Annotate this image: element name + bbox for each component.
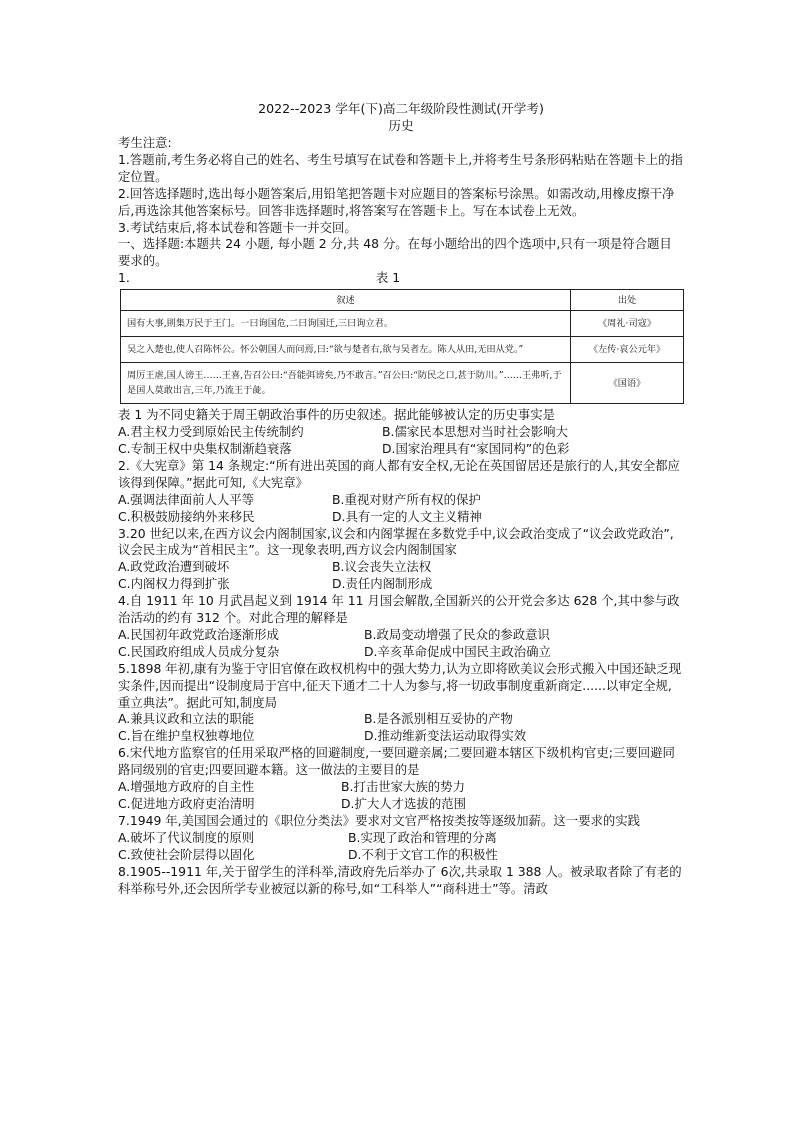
options-row: [118, 441, 684, 458]
option-b: B.重视对财产所有权的保护: [332, 491, 481, 507]
table-cell-source: 《左传·哀公元年》: [571, 337, 684, 363]
options-row: [118, 492, 684, 509]
option-a: A.增强地方政府的自主性: [118, 779, 255, 795]
option-a: A.民国初年政党政治逐渐形成: [118, 626, 279, 642]
option-d: D.推动维新变法运动取得实效: [364, 728, 527, 744]
notice-heading: 考生注意:: [118, 135, 172, 150]
option-d: D.辛亥革命促成中国民主政治确立: [364, 643, 551, 659]
option-a: A.君主权力受到原始民主传统制约: [118, 424, 304, 440]
exam-title: 2022--2023 学年(下)高二年级阶段性测试(开学考): [258, 101, 544, 116]
options-row: [118, 830, 684, 847]
options-row: [118, 847, 684, 864]
option-b: B.政局变动增强了民众的参政意识: [364, 626, 550, 642]
option-c: C.旨在维护皇权独尊地位: [118, 728, 255, 744]
question-stem: 3.20 世纪以来,在西方议会内阁制国家,议会和内阁掌握在多数党手中,议会政治变成了“议会政党政治”,议会民主成为“首相民主”。这一现象表明,西方议会内阁制国家: [118, 525, 674, 558]
option-c: C.积极鼓励接纳外来移民: [118, 508, 255, 524]
header-source: 出处: [571, 290, 684, 311]
option-d: D.不利于文官工作的积极性: [348, 846, 498, 862]
notice-item: 1.答题前,考生务必将自己的姓名、考生号填写在试卷和答题卡上,并将考生号条形码粘贴在答题卡上的指定位置。: [118, 151, 683, 184]
option-c: C.民国政府组成人员成分复杂: [118, 643, 280, 659]
options-row: [118, 509, 684, 526]
option-b: B.是各派别相互妥协的产物: [364, 711, 513, 727]
question-stem: 7.1949 年,美国国会通过的《职位分类法》要求对文官严格按类按等逐级加薪。这一要求的实践: [118, 812, 641, 828]
source-table: [120, 289, 684, 404]
question-stem: 4.自 1911 年 10 月武昌起义到 1914 年 11 月国会解散,全国新兴的公开党会多达 628 个,其中参与政治活动的约有 312 个。对此合理的解释是: [118, 593, 680, 626]
section-heading: 一、选择题:本题共 24 小题, 每小题 2 分,共 48 分。在每小题给出的四个选项中,只有一项是符合题目要求的。: [118, 236, 672, 269]
option-d: D.扩大人才选拔的范围: [341, 796, 466, 811]
table-cell-source: 《国语》: [571, 363, 684, 404]
question-number: 1.: [118, 270, 130, 286]
question-stem: 表 1 为不同史籍关于周王朝政治事件的历史叙述。据此能够被认定的历史事实是: [118, 407, 556, 423]
options-row: [118, 576, 684, 593]
table-caption: 表 1: [375, 270, 401, 286]
table-row: [121, 311, 684, 337]
option-b: B.儒家民本思想对当时社会影响大: [382, 424, 568, 440]
option-a: A.政党政治遭到破坏: [118, 559, 230, 575]
option-c: C.促进地方政府吏治清明: [118, 796, 255, 811]
option-d: D.责任内阁制形成: [332, 576, 433, 592]
question-stem: 6.宋代地方监察官的任用采取严格的回避制度,一要回避亲属;二要回避本辖区下级机构官吏;三要回避同路同级别的官吏;四要回避本籍。这一做法的主要目的是: [118, 745, 675, 778]
question-stem: 2.《大宪章》第 14 条规定:“所有进出英国的商人都有安全权,无论在英国留居还是旅行的人,其安全都应该得到保障。”据此可知,《大宪章》: [118, 457, 680, 490]
notice-item: 3.考试结束后,将本试卷和答题卡一并交回。: [118, 219, 357, 235]
options-row: [118, 424, 684, 441]
table-cell-text: 国有大事,則集万民于王门。一曰询国危,二曰询国迁,三曰询立君。: [121, 311, 571, 337]
options-row: [118, 779, 684, 796]
option-b: B.打击世家大族的势力: [341, 779, 465, 795]
options-row: [118, 796, 684, 813]
table-header-row: [121, 290, 684, 311]
option-a: A.兼具议政和立法的职能: [118, 711, 255, 727]
options-row: [118, 728, 684, 745]
option-b: B.实现了政治和管理的分离: [348, 829, 497, 845]
table-cell-text: 周厉王虐,国人谤王……王喜,告召公曰:“吾能弭谤矣,乃不敢言。”召公曰:“防民之口,甚于防川。”……王弗听,于是国人莫敢出言,三年,乃流王于彘。: [121, 363, 571, 404]
option-a: A.强调法律面前人人平等: [118, 491, 255, 507]
table-caption-row: [118, 270, 684, 287]
notice-item: 2.回答选择题时,选出每小题答案后,用铅笔把答题卡对应题目的答案标号涂黑。如需改动,用橡皮擦干净后,再选涂其他答案标号。回答非选择题时,将答案写在答题卡上。写在本试卷上无效。: [118, 185, 675, 218]
table-cell-text: 吴之入楚也,使人召陈怀公。怀公朝国人而问焉,曰:“欲与楚者右,欲与吴者左。陈人从田,无田从党。”: [121, 337, 571, 363]
option-d: D.具有一定的人文主义精神: [332, 508, 482, 524]
option-c: C.致使社会阶层得以固化: [118, 846, 255, 862]
options-row: [118, 627, 684, 644]
options-row: [118, 559, 684, 576]
options-row: [118, 711, 684, 728]
option-c: C.内阁权力得到扩张: [118, 576, 230, 592]
exam-subject: 历史: [388, 118, 414, 133]
option-c: C.专制王权中央集权制渐趋衰落: [118, 440, 292, 456]
table-cell-source: 《周礼·司寇》: [571, 311, 684, 337]
question-stem: 8.1905--1911 年,关于留学生的洋科举,清政府先后举办了 6次,共录取 1 388 人。被录取者除了有老的科举称号外,还会因所学专业被冠以新的称号,如“工科举人”“商科进士”等。清政: [118, 863, 682, 896]
header-narrative: 叙述: [121, 290, 571, 311]
option-b: B.议会丧失立法权: [332, 559, 432, 575]
option-d: D.国家治理具有“家国同构”的色彩: [382, 440, 570, 456]
table-row: [121, 363, 684, 404]
option-a: A.破坏了代议制度的原则: [118, 829, 255, 845]
table-row: [121, 337, 684, 363]
options-row: [118, 644, 684, 661]
exam-page: [118, 100, 684, 897]
question-stem: 5.1898 年初,康有为鉴于守旧官僚在政权机构中的强大势力,认为立即将欧美议会形式搬入中国还缺乏现实条件,因而提出“设制度局于宫中,征天下通才二十人为参与,将一切政事制度重新商定......以审定全规,重立典法”。据此可知,制度局: [118, 660, 682, 710]
